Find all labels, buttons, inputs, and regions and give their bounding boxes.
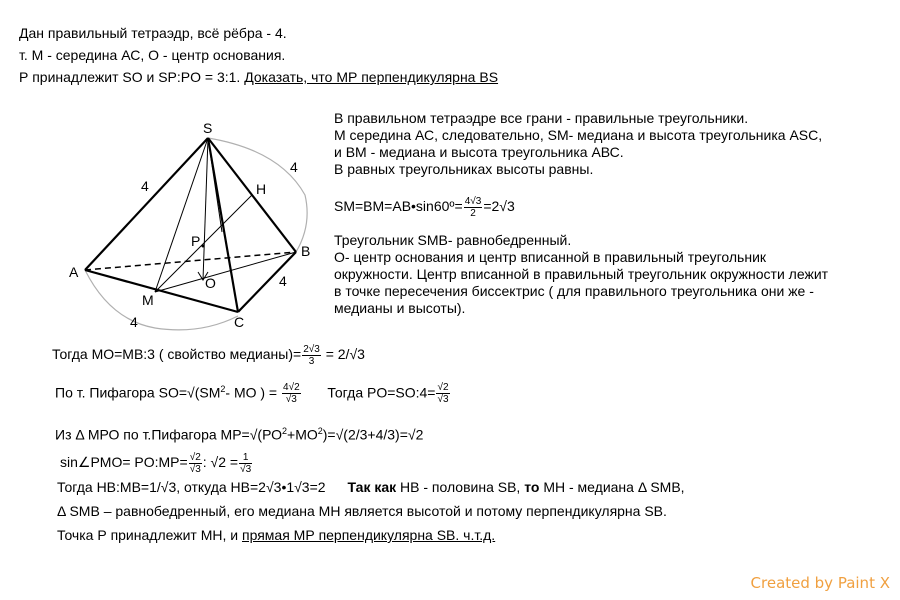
solution-final [57, 527, 495, 544]
po-fraction [436, 382, 449, 405]
sin-prefix: sin∠PMO= PO:MP= [60, 454, 188, 471]
sm-formula-prefix: SM=BM=AB•sin60º= [334, 198, 463, 215]
label-H: H [256, 181, 267, 197]
sin-fraction-1 [189, 452, 202, 475]
problem-line-1: Дан правильный тетраэдр, всё рёбра - 4. [19, 25, 287, 41]
so-denominator: √3 [285, 394, 297, 406]
so-exponent: 2 [220, 384, 226, 394]
sm-formula [334, 196, 515, 219]
label-edge-BC: 4 [279, 273, 287, 289]
mo-denominator: 3 [308, 356, 315, 367]
mp-middle: +МО [287, 426, 318, 443]
sin-denominator-1: √3 [189, 464, 201, 475]
explain-line-6: О- центр основания и центр вписанной в правильный треугольник [334, 249, 767, 265]
sm-fraction [464, 196, 483, 219]
mp-exponent-1: 2 [282, 426, 288, 436]
solution-so-po [55, 381, 451, 405]
sin-denominator-2: √3 [240, 464, 252, 475]
explain-line-9: медианы и высоты). [334, 300, 466, 316]
sin-middle: : √2 = [202, 454, 239, 471]
solution-mo [52, 344, 365, 367]
line-SM [155, 138, 208, 292]
label-S: S [203, 120, 213, 136]
so-middle: - MO ) = [225, 384, 278, 401]
label-A: A [69, 264, 79, 280]
mo-numerator: 2√3 [303, 344, 320, 355]
so-prefix: По т. Пифагора SO=√(SM [55, 384, 221, 401]
mo-prefix: Тогда МО=МВ:3 ( свойство медианы)= [52, 346, 302, 363]
sm-formula-result: =2√3 [483, 198, 515, 215]
explain-line-5: Треугольник SMB- равнобедренный. [334, 232, 572, 248]
label-O: O [205, 275, 216, 291]
sin-numerator-2: 1 [239, 452, 252, 464]
credit-watermark: Created by Paint X [750, 574, 890, 592]
solution-sin [60, 452, 253, 475]
sm-denominator: 2 [470, 208, 476, 219]
mp-prefix: Из Δ МРО по т.Пифагора МР=√(РО [55, 426, 282, 443]
po-prefix: Тогда PO=SO:4= [327, 384, 436, 401]
label-edge-SA: 4 [141, 178, 149, 194]
problem-line-2: т. М - середина АС, О - центр основания. [19, 47, 286, 63]
final-conclusion: прямая МР перпендикулярна SB. ч.т.д. [242, 527, 496, 543]
mp-result: )=√(2/3+4/3)=√2 [322, 426, 424, 443]
hb-since: Так как [347, 479, 397, 495]
mo-result: = 2/√3 [325, 346, 365, 363]
final-prefix: Точка Р принадлежит МН, и [57, 527, 239, 543]
hb-half: НВ - половина SB, [400, 479, 521, 495]
hb-then: то [524, 479, 540, 495]
edge-SA [85, 138, 208, 270]
label-edge-AC: 4 [130, 314, 138, 330]
solution-mp [55, 423, 423, 444]
sin-fraction-2 [239, 452, 252, 475]
explain-line-2: М середина АС, следовательно, SM- медиана и высота треугольника ASC, [334, 127, 823, 143]
so-numerator: 4√2 [283, 382, 300, 394]
sm-numerator: 4√3 [464, 196, 482, 207]
label-P: P [191, 233, 201, 249]
mp-exponent-2: 2 [317, 426, 323, 436]
problem-given: Р принадлежит SO и SP:PO = 3:1. [19, 69, 241, 85]
label-edge-SB: 4 [290, 159, 298, 175]
sin-numerator-1: √2 [189, 452, 201, 463]
line-SO [203, 138, 208, 280]
explain-line-7: окружности. Центр вписанной в правильный треугольник окружности лежит [334, 266, 829, 282]
solution-hb [57, 479, 685, 496]
edge-CB [238, 252, 296, 312]
explain-line-4: В равных треугольниках высоты равны. [334, 161, 594, 177]
problem-task: Доказать, что МР перпендикулярна BS [244, 69, 499, 85]
mo-fraction [302, 344, 321, 367]
so-fraction [282, 382, 301, 405]
label-M: M [142, 292, 154, 308]
label-B: B [301, 243, 311, 259]
label-C: C [234, 314, 245, 330]
solution-smb: Δ SMB – равнобедренный, его медиана МН является высотой и потому перпендикулярна SB. [57, 503, 667, 519]
explain-line-8: в точке пересечения биссектрис ( для правильного треугольника они же - [334, 283, 814, 299]
explain-line-1: В правильном тетраэдре все грани - правильные треугольники. [334, 110, 749, 126]
hb-computation: Тогда НВ:МВ=1/√3, откуда НВ=2√3•1√3=2 [57, 479, 326, 495]
hb-median: МН - медиана Δ SMB, [543, 479, 685, 495]
po-numerator: √2 [437, 382, 449, 394]
po-denominator: √3 [437, 394, 449, 406]
explain-line-3: и ВМ - медиана и высота треугольника АВС. [334, 144, 624, 160]
